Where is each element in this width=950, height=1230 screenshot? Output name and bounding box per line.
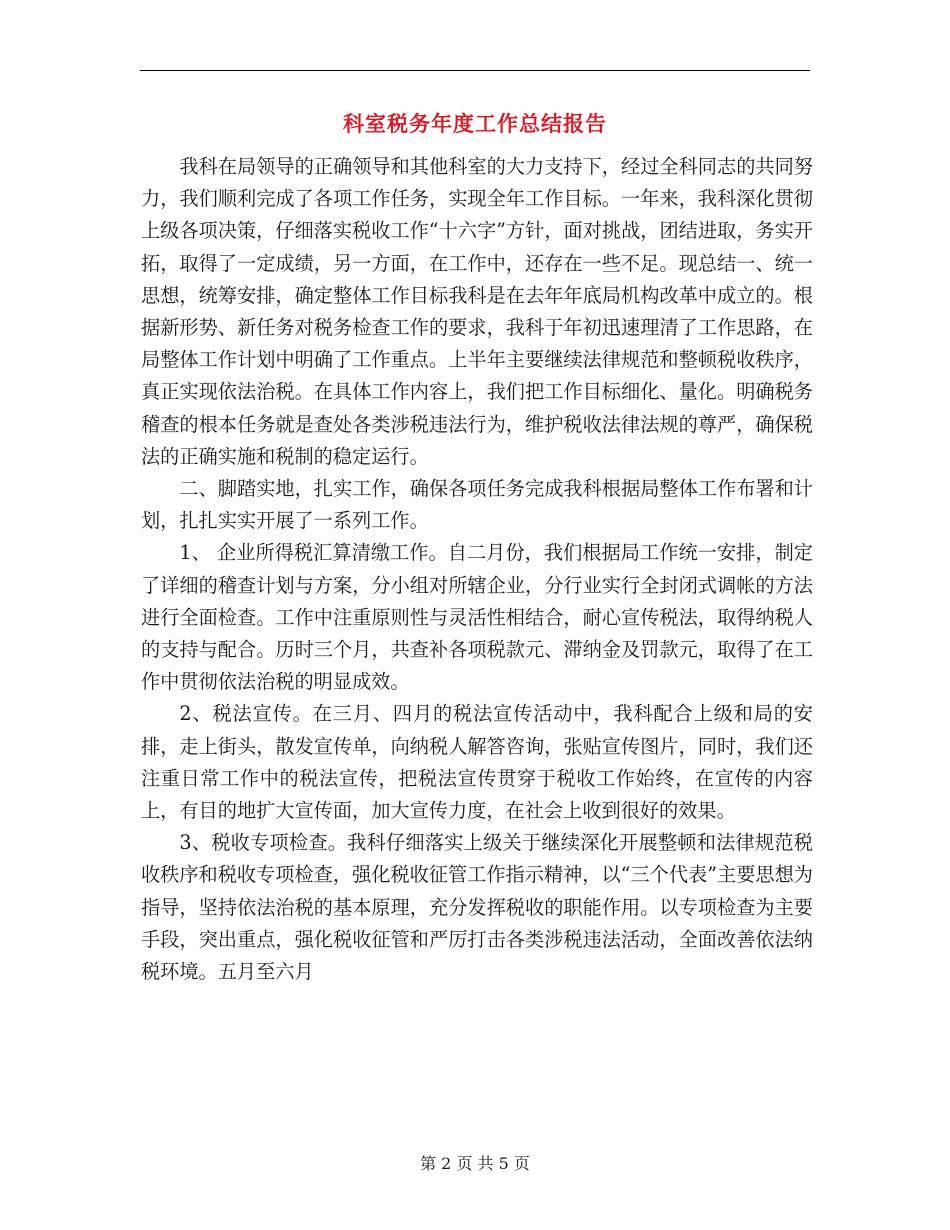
paragraph-3: 1、 企业所得税汇算清缴工作。自二月份，我们根据局工作统一安排，制定了详细的稽查计划与方案，分小组对所辖企业，分行业实行全封闭式调帐的方法进行全面检查。工作中注重原则性与灵活性相结合，耐心宣传税法，取得纳税人的支持与配合。历时三个月，共查补各项税款元、滞纳金及罚款元，取得了在工作中贯彻依法治税的明显成效。	[141, 541, 813, 694]
paragraph-5: 3、税收专项检查。我科仔细落实上级关于继续深化开展整顿和法律规范税收秩序和税收专项检查，强化税收征管工作指示精神，以“三个代表”主要思想为指导，坚持依法治税的基本原理，充分发挥税收的职能作用。以专项检查为主要手段，突出重点，强化税收征管和严厉打击各类涉税违法活动，全面改善依法纳税环境。五月至六月	[141, 831, 813, 984]
document-title: 科室税务年度工作总结报告	[343, 111, 607, 136]
document-body	[141, 151, 813, 988]
page-number-footer: 第 2 页 共 5 页	[420, 1154, 530, 1173]
paragraph-4: 2、税法宣传。在三月、四月的税法宣传活动中，我科配合上级和局的安排，走上街头，散发宣传单，向纳税人解答咨询，张贴宣传图片，同时，我们还注重日常工作中的税法宣传，把税法宣传贯穿于税收工作始终，在宣传的内容上，有目的地扩大宣传面，加大宣传力度，在社会上收到很好的效果。	[141, 702, 813, 823]
paragraph-1: 我科在局领导的正确领导和其他科室的大力支持下，经过全科同志的共同努力，我们顺利完成了各项工作任务，实现全年工作目标。一年来，我科深化贯彻上级各项决策，仔细落实税收工作“十六字”方针，面对挑战，团结进取，务实开拓，取得了一定成绩，另一方面，在工作中，还存在一些不足。现总结一、统一思想，统筹安排，确定整体工作目标我科是在去年年底局机构改革中成立的。根据新形势、新任务对税务检查工作的要求，我科于年初迅速理清了工作思路，在局整体工作计划中明确了工作重点。上半年主要继续法律规范和整顿税收秩序，真正实现依法治税。在具体工作内容上，我们把工作目标细化、量化。明确税务稽查的根本任务就是查处各类涉税违法行为，维护税收法律法规的尊严，确保税法的正确实施和税制的稳定运行。	[141, 155, 813, 468]
paragraph-2: 二、脚踏实地，扎实工作，确保各项任务完成我科根据局整体工作布署和计划，扎扎实实开展了一系列工作。	[141, 477, 813, 533]
header-rule	[140, 70, 810, 71]
